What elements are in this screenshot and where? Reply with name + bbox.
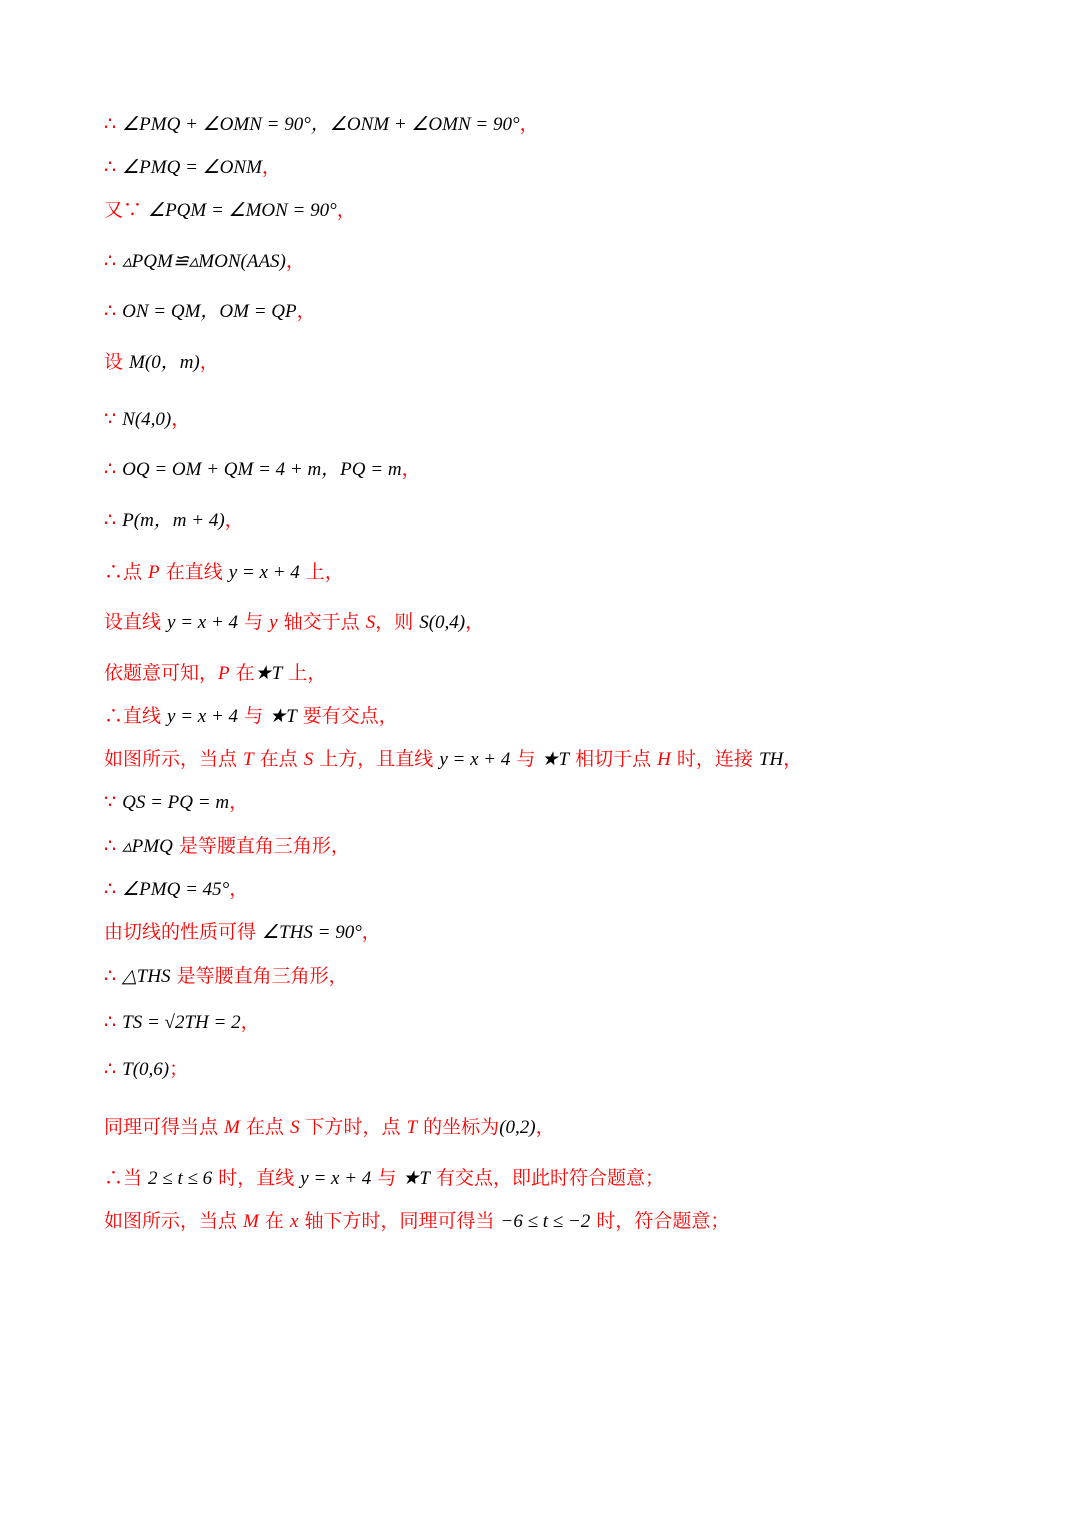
math-expression: T <box>243 749 254 770</box>
text-segment: ∴ <box>104 250 123 272</box>
text-segment: 在点 <box>253 748 304 770</box>
text-segment: 与 <box>371 1167 403 1189</box>
text-segment: ∴ <box>104 509 123 531</box>
line-10 <box>104 558 344 587</box>
text-segment: 的坐标为 <box>417 1116 500 1138</box>
math-expression: ★T <box>541 749 570 770</box>
text-segment: 轴下方时，同理可得当 <box>298 1210 501 1232</box>
text-segment: 要有交点， <box>296 705 398 727</box>
text-segment: ， <box>199 351 219 373</box>
text-segment: ， <box>229 791 249 813</box>
text-segment: ， <box>401 458 421 480</box>
line-02 <box>104 153 281 182</box>
text-segment: ， <box>261 156 281 178</box>
text-segment: ， <box>240 1011 260 1033</box>
text-segment: ， <box>171 408 191 430</box>
line-21 <box>104 1055 188 1084</box>
math-expression: P <box>218 663 230 684</box>
text-segment: 在 <box>229 662 255 684</box>
math-expression: P <box>148 562 160 583</box>
text-segment: 上， <box>282 662 327 684</box>
text-segment: 时，连接 <box>670 748 759 770</box>
text-segment: ∴ <box>104 1058 123 1080</box>
text-segment: 上， <box>299 561 344 583</box>
math-expression: OQ = OM + QM = 4 + m，PQ = m <box>122 459 402 480</box>
text-segment: 时，直线 <box>212 1167 301 1189</box>
line-11 <box>104 608 484 637</box>
line-07 <box>104 405 190 434</box>
text-segment: ， <box>336 199 356 221</box>
text-segment: ， <box>535 1116 555 1138</box>
text-segment: ， <box>361 921 381 943</box>
text-segment: 时，符合题意； <box>590 1210 730 1232</box>
text-segment: 相切于点 <box>569 748 658 770</box>
line-24 <box>104 1207 729 1236</box>
math-expression: y = x + 4 <box>439 749 511 770</box>
math-expression: ∠THS = 90° <box>262 922 362 943</box>
math-expression: ▵PMQ <box>122 836 173 857</box>
math-expression: H <box>657 749 671 770</box>
text-segment: 下方时，点 <box>299 1116 407 1138</box>
math-expression: ★T <box>402 1168 430 1189</box>
text-segment: 如图所示，当点 <box>104 1210 244 1232</box>
text-segment: 在 <box>258 1210 290 1232</box>
math-expression: (0,2) <box>499 1117 536 1138</box>
text-segment: ， <box>224 509 244 531</box>
line-23 <box>104 1164 664 1193</box>
text-segment: 由切线的性质可得 <box>104 921 263 943</box>
text-segment: 轴交于点 <box>277 611 366 633</box>
text-segment: 有交点，即此时符合题意； <box>430 1167 665 1189</box>
text-segment: ， <box>296 300 316 322</box>
line-08 <box>104 455 421 484</box>
text-segment: ∴ <box>104 113 123 135</box>
text-segment: 是等腰直角三角形， <box>172 835 350 857</box>
math-expression: M(0，m) <box>129 352 200 373</box>
math-expression: ∠PMQ + ∠OMN = 90°，∠ONM + ∠OMN = 90° <box>122 114 520 135</box>
math-expression: ▵PQM≌▵MON(AAS) <box>122 251 286 272</box>
text-segment: 又∵ <box>104 199 149 221</box>
math-expression: ★T <box>269 706 297 727</box>
text-segment: ∴ <box>104 835 123 857</box>
line-04 <box>104 247 305 276</box>
text-segment: ∴ <box>104 1011 123 1033</box>
math-expression: S(0,4) <box>419 612 466 633</box>
math-expression: S <box>303 749 314 770</box>
text-segment: 与 <box>238 611 270 633</box>
line-12 <box>104 659 326 688</box>
line-09 <box>104 506 244 535</box>
math-expression: P(m，m + 4) <box>122 510 225 531</box>
math-expression: N(4,0) <box>122 409 172 430</box>
math-expression: −6 ≤ t ≤ −2 <box>500 1211 591 1232</box>
text-segment: 与 <box>510 748 542 770</box>
text-segment: 与 <box>238 705 270 727</box>
math-expression: y = x + 4 <box>228 562 300 583</box>
line-05 <box>104 297 316 326</box>
text-segment: ∴ <box>104 458 123 480</box>
text-segment: ∴ <box>104 878 123 900</box>
line-15 <box>104 788 248 817</box>
line-19 <box>104 962 348 991</box>
text-segment: 在直线 <box>159 561 229 583</box>
text-segment: 是等腰直角三角形， <box>170 965 348 987</box>
text-segment: ， <box>285 250 305 272</box>
line-18 <box>104 918 381 947</box>
text-segment: ∴直线 <box>104 705 168 727</box>
text-segment: 在点 <box>239 1116 290 1138</box>
text-segment: 设 <box>104 351 130 373</box>
math-expression: M <box>243 1211 259 1232</box>
text-segment: 同理可得当点 <box>104 1116 225 1138</box>
text-segment: ∴点 <box>104 561 149 583</box>
math-expression: x <box>289 1211 299 1232</box>
math-expression: y = x + 4 <box>300 1168 372 1189</box>
math-expression: △THS <box>122 966 171 987</box>
text-segment: ∵ <box>104 791 123 813</box>
math-expression: S <box>289 1117 300 1138</box>
math-expression: 2 ≤ t ≤ 6 <box>148 1168 213 1189</box>
math-expression: T(0,6) <box>122 1059 170 1080</box>
math-expression: S <box>365 612 376 633</box>
math-expression: M <box>224 1117 240 1138</box>
text-segment: 如图所示，当点 <box>104 748 244 770</box>
line-22 <box>104 1113 555 1142</box>
text-segment: 上方，且直线 <box>313 748 440 770</box>
text-segment: 设直线 <box>104 611 168 633</box>
line-01 <box>104 110 539 139</box>
text-segment: ， <box>519 113 539 135</box>
text-segment: 依题意可知， <box>104 662 219 684</box>
math-expression: ★T <box>254 663 283 684</box>
math-expression: y = x + 4 <box>167 612 239 633</box>
line-13 <box>104 702 398 731</box>
math-expression: ∠PMQ = 45° <box>122 879 230 900</box>
text-segment: ， <box>229 878 249 900</box>
text-segment: ∴ <box>104 156 123 178</box>
text-segment: ， <box>783 748 803 770</box>
math-expression: ∠PQM = ∠MON = 90° <box>148 200 337 221</box>
text-segment: ； <box>169 1058 189 1080</box>
math-expression: y = x + 4 <box>167 706 239 727</box>
math-expression: T <box>406 1117 418 1138</box>
text-segment: ， <box>465 611 485 633</box>
line-06 <box>104 348 219 377</box>
line-20 <box>104 1008 260 1037</box>
text-segment: ，则 <box>375 611 420 633</box>
math-expression: TS = √2TH = 2 <box>122 1012 241 1033</box>
text-segment: ∴ <box>104 300 123 322</box>
math-expression: ON = QM，OM = QP <box>122 301 297 322</box>
math-expression: QS = PQ = m <box>122 792 230 813</box>
math-expression: TH <box>758 749 784 770</box>
text-segment: ∵ <box>104 408 123 430</box>
text-segment: ∴ <box>104 965 123 987</box>
line-16 <box>104 832 350 861</box>
text-segment: ∴当 <box>104 1167 149 1189</box>
math-expression: y <box>269 612 278 633</box>
math-expression: ∠PMQ = ∠ONM <box>122 157 262 178</box>
line-03 <box>104 196 356 225</box>
line-17 <box>104 875 248 904</box>
line-14 <box>104 745 802 774</box>
